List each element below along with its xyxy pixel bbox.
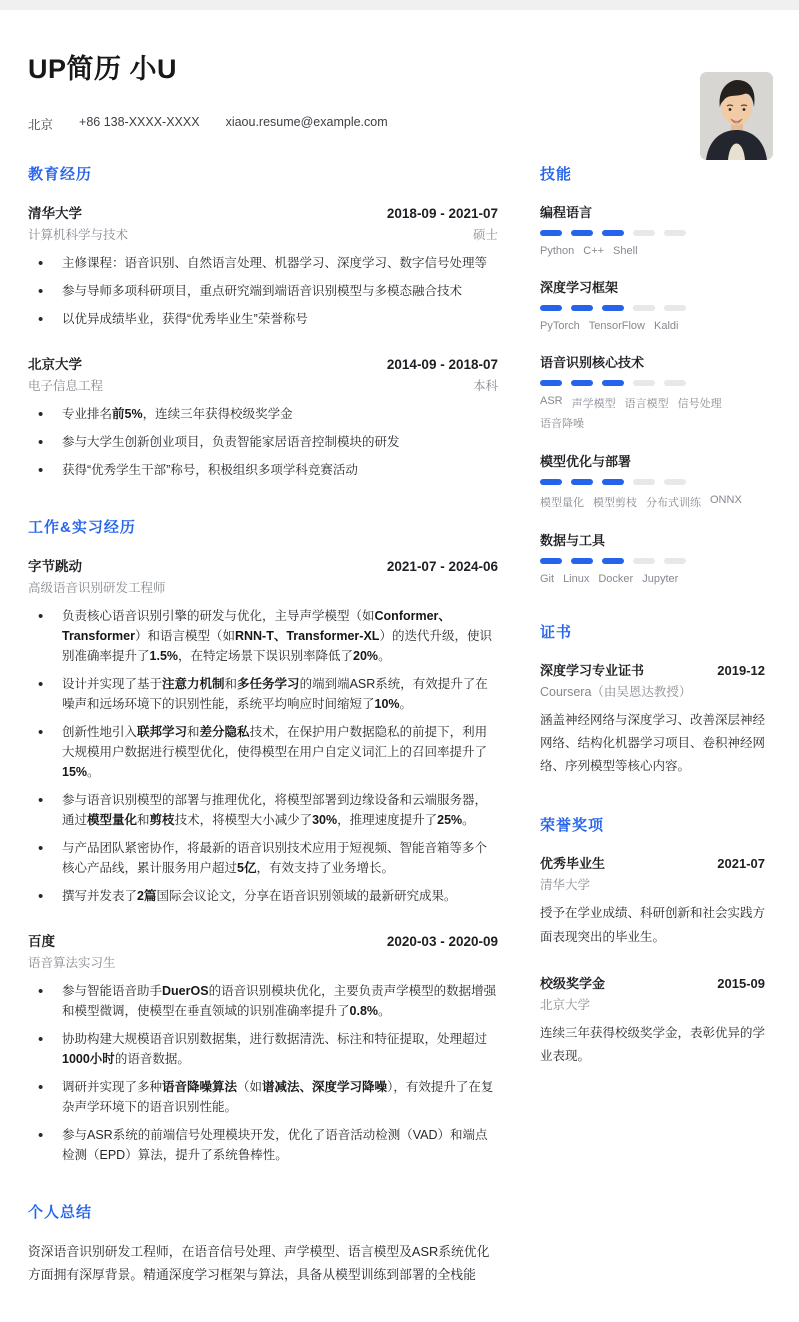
bullet-list — [28, 606, 498, 906]
bullet-item: • 参与语音识别模型的部署与推理优化，将模型部署到边缘设备和云端服务器，通过模型量化和剪枝技术，将模型大小减少了30%，推理速度提升了25%。 — [28, 790, 498, 830]
section-certificates — [540, 621, 765, 778]
skill-tag: ASR — [540, 395, 563, 408]
bullet-item: • 创新性地引入联邦学习和差分隐私技术，在保护用户数据隐私的前提下，利用大规模用户数据进行模型优化，使得模型在用户自定义词汇上的召回率提升了15%。 — [28, 722, 498, 782]
degree: 硕士 — [472, 228, 498, 243]
summary-heading: 个人总结 — [28, 1204, 93, 1222]
level-segment — [633, 558, 655, 564]
level-segment — [664, 230, 686, 236]
level-segment — [540, 230, 562, 236]
date-range: 2021-07 - 2024-06 — [386, 559, 498, 575]
level-segment — [571, 558, 593, 564]
date-range: 2020-03 - 2020-09 — [386, 934, 498, 950]
skill-item — [540, 451, 765, 510]
certificate-description: 涵盖神经网络与深度学习、改善深层神经网络、结构化机器学习项目、卷积神经网络、序列模型等核心内容。 — [540, 713, 766, 774]
certificate-entries — [540, 660, 765, 778]
skill-item — [540, 530, 765, 585]
certificate-date: 2019-12 — [717, 663, 765, 679]
page-title: UP简历 小U — [28, 54, 178, 84]
skill-level-bar — [540, 558, 765, 564]
certificate-header — [540, 660, 765, 679]
skill-tag: 模型量化 — [540, 497, 584, 510]
bullet-item: • 撰写并发表了2篇国际会议论文，分享在语音识别领域的最新研究成果。 — [28, 886, 498, 906]
bullet-item: • 专业排名前5%，连续三年获得校级奖学金 — [28, 404, 498, 424]
work-entry — [28, 555, 498, 906]
skill-name: 语音识别核心技术 — [540, 355, 645, 371]
education-entries — [28, 202, 498, 480]
level-segment — [664, 558, 686, 564]
level-segment — [602, 380, 624, 386]
skills-list — [540, 202, 765, 585]
entry-subline — [28, 953, 498, 971]
honors-heading: 荣誉奖项 — [540, 817, 605, 835]
certificates-heading: 证书 — [540, 624, 573, 642]
bullet-item: • 参与导师多项科研项目，重点研究端到端语音识别模型与多模态融合技术 — [28, 281, 498, 301]
level-segment — [540, 380, 562, 386]
level-segment — [602, 230, 624, 236]
skill-tag: Docker — [598, 573, 634, 586]
section-skills — [540, 163, 765, 585]
skill-tags — [540, 573, 765, 585]
skill-tags — [540, 245, 765, 257]
contact-row — [28, 115, 773, 133]
skill-level-bar — [540, 230, 765, 236]
main-column — [28, 163, 498, 1322]
portrait-illustration — [700, 72, 773, 160]
side-column — [540, 163, 765, 1322]
resume-header — [0, 54, 799, 133]
bullet-item: • 获得“优秀学生干部”称号，积极组织多项学科竞赛活动 — [28, 460, 498, 480]
section-work — [28, 516, 498, 1165]
entry-header — [28, 353, 498, 373]
level-segment — [633, 380, 655, 386]
honor-description: 授予在学业成绩、科研创新和社会实践方面表现突出的毕业生。 — [540, 906, 766, 944]
bullet-item: • 以优异成绩毕业，获得“优秀毕业生”荣誉称号 — [28, 309, 498, 329]
bullet-list — [28, 253, 498, 329]
honor-header — [540, 973, 765, 992]
skill-tag: Shell — [613, 245, 638, 258]
level-segment — [571, 479, 593, 485]
work-heading: 工作&实习经历 — [28, 519, 136, 537]
certificate-issuer: Coursera（由吴恩达教授） — [540, 685, 692, 700]
honor-description: 连续三年获得校级奖学金，表彰优异的学业表现。 — [540, 1025, 766, 1063]
job-title: 高级语音识别研发工程师 — [28, 581, 166, 596]
skill-tags — [540, 494, 765, 510]
education-entry — [28, 353, 498, 480]
bullet-item: • 参与ASR系统的前端信号处理模块开发，优化了语音活动检测（VAD）和端点检测（EPD）算法，提升了系统鲁棒性。 — [28, 1125, 498, 1165]
skill-item — [540, 352, 765, 431]
honor-header — [540, 853, 765, 872]
honor-issuer: 清华大学 — [540, 878, 591, 893]
skill-level-bar — [540, 380, 765, 386]
bullet-item: • 协助构建大规模语音识别数据集，进行数据清洗、标注和特征提取，处理超过1000小时的语音数据。 — [28, 1029, 498, 1069]
summary-text: 资深语音识别研发工程师，在语音信号处理、声学模型、语言模型及ASR系统优化方面拥有深厚背景。精通深度学习框架与算法，具备从模型训练到部署的全栈能 — [28, 1244, 490, 1283]
certificate-entry — [540, 660, 765, 778]
skill-tag: Linux — [563, 573, 590, 586]
level-segment — [571, 380, 593, 386]
level-segment — [633, 479, 655, 485]
skill-tags — [540, 320, 765, 332]
level-segment — [540, 558, 562, 564]
skill-name: 编程语言 — [540, 205, 593, 221]
level-segment — [633, 230, 655, 236]
work-name: 百度 — [28, 934, 55, 950]
bullet-item: • 负责核心语音识别引擎的研发与优化，主导声学模型（如Conformer、Transformer）和语言模型（如RNN-T、Transformer-XL）的迭代升级，使识别准确率提升了1.5%，在特定场景下误识别率降低了20%。 — [28, 606, 498, 666]
bullet-item: • 调研并实现了多种语音降噪算法（如谱减法、深度学习降噪），有效提升了在复杂声学环境下的语音识别性能。 — [28, 1077, 498, 1117]
bullet-list — [28, 981, 498, 1165]
job-title: 语音算法实习生 — [28, 956, 116, 971]
date-range: 2018-09 - 2021-07 — [386, 206, 498, 222]
honor-date: 2021-07 — [717, 856, 765, 872]
bullet-list — [28, 404, 498, 480]
certificate-name: 深度学习专业证书 — [540, 663, 645, 679]
skill-tags — [540, 395, 765, 431]
entry-header — [28, 202, 498, 222]
honor-name: 校级奖学金 — [540, 975, 606, 991]
contact-location: 北京 — [28, 118, 54, 133]
honor-entries — [540, 853, 765, 1068]
section-honors — [540, 814, 765, 1068]
skill-tag: Jupyter — [642, 573, 679, 586]
skill-level-bar — [540, 479, 765, 485]
entry-header — [28, 555, 498, 575]
major: 计算机科学与技术 — [28, 228, 129, 243]
work-entries — [28, 555, 498, 1165]
education-name: 北京大学 — [28, 357, 82, 373]
skill-tag: Python — [540, 245, 575, 258]
skill-name: 深度学习框架 — [540, 280, 619, 296]
contact-phone: +86 138-XXXX-XXXX — [79, 115, 200, 130]
level-segment — [540, 305, 562, 311]
level-segment — [571, 305, 593, 311]
skill-tag: 模型剪枝 — [593, 497, 637, 510]
skill-tag: TensorFlow — [588, 320, 645, 333]
section-education — [28, 163, 498, 480]
skill-tag: PyTorch — [540, 320, 580, 333]
level-segment — [633, 305, 655, 311]
bullet-item: • 与产品团队紧密协作，将最新的语音识别技术应用于短视频、智能音箱等多个核心产品线，累计服务用户超过5亿，有效支持了业务增长。 — [28, 838, 498, 878]
level-segment — [602, 558, 624, 564]
content-columns — [0, 163, 799, 1322]
skill-item — [540, 202, 765, 257]
bullet-item: • 参与智能语音助手DuerOS的语音识别模块优化，主要负责声学模型的数据增强和模型微调，使模型在垂直领域的识别准确率提升了0.8%。 — [28, 981, 498, 1021]
section-summary — [28, 1201, 498, 1286]
entry-subline — [28, 376, 498, 394]
level-segment — [602, 479, 624, 485]
skill-tag: 声学模型 — [571, 398, 616, 411]
honor-entry — [540, 973, 765, 1068]
degree: 本科 — [472, 379, 498, 394]
honor-issuer: 北京大学 — [540, 997, 591, 1012]
level-segment — [571, 230, 593, 236]
level-segment — [540, 479, 562, 485]
skill-tag: 分布式训练 — [646, 497, 701, 510]
work-name: 字节跳动 — [28, 559, 82, 575]
bullet-item: • 参与大学生创新创业项目，负责智能家居语音控制模块的研发 — [28, 432, 498, 452]
level-segment — [602, 305, 624, 311]
level-segment — [664, 305, 686, 311]
contact-email: xiaou.resume@example.com — [225, 115, 388, 130]
skill-item — [540, 277, 765, 332]
skill-name: 模型优化与部署 — [540, 454, 632, 470]
date-range: 2014-09 - 2018-07 — [386, 357, 498, 373]
skill-tag: C++ — [583, 245, 605, 258]
education-name: 清华大学 — [28, 206, 82, 222]
skills-heading: 技能 — [540, 166, 573, 184]
entry-subline — [28, 578, 498, 596]
honor-name: 优秀毕业生 — [540, 856, 606, 872]
skill-tag: 语言模型 — [624, 398, 669, 411]
education-heading: 教育经历 — [28, 166, 93, 184]
entry-header — [28, 930, 498, 950]
skill-tag: Git — [540, 573, 555, 586]
education-entry — [28, 202, 498, 329]
skill-level-bar — [540, 305, 765, 311]
skill-tag: Kaldi — [654, 320, 679, 333]
honor-date: 2015-09 — [717, 975, 765, 991]
level-segment — [664, 380, 686, 386]
top-strip — [0, 0, 799, 10]
profile-photo — [700, 72, 773, 160]
bullet-item: • 主修课程：语音识别、自然语言处理、机器学习、深度学习、数字信号处理等 — [28, 253, 498, 273]
level-segment — [664, 479, 686, 485]
bullet-item: • 设计并实现了基于注意力机制和多任务学习的端到端ASR系统，有效提升了在噪声和远场环境下的识别性能，系统平均响应时间缩短了10%。 — [28, 674, 498, 714]
skill-name: 数据与工具 — [540, 533, 606, 549]
entry-subline — [28, 225, 498, 243]
skill-tag: ONNX — [710, 494, 742, 507]
major: 电子信息工程 — [28, 379, 104, 394]
honor-entry — [540, 853, 765, 948]
skill-tag: 信号处理 — [677, 398, 722, 411]
skill-tag: 语音降噪 — [540, 418, 584, 431]
